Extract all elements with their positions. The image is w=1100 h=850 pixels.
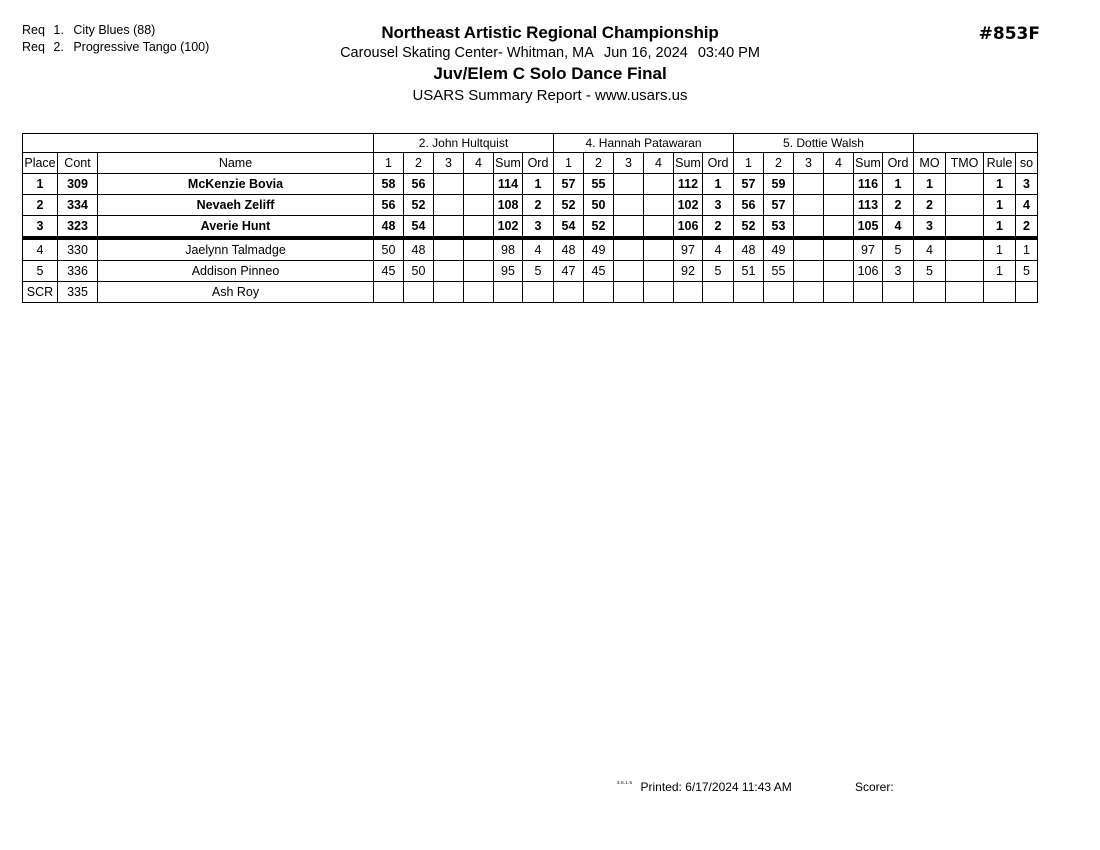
cell-mo: 1 <box>914 174 946 195</box>
cell-j2-sum: 106 <box>674 216 703 239</box>
cell-j1-score-3 <box>434 216 464 239</box>
header-j3-score-4: 4 <box>824 153 854 174</box>
cell-j3-score-1 <box>734 282 764 303</box>
build-version-label: 3.6.1.6 <box>617 780 633 785</box>
cell-j1-sum: 114 <box>494 174 523 195</box>
cell-j2-score-4 <box>644 195 674 216</box>
cell-j1-score-1 <box>374 282 404 303</box>
cell-j3-score-1: 52 <box>734 216 764 239</box>
cell-j1-sum: 108 <box>494 195 523 216</box>
table-row <box>23 238 1038 261</box>
cell-j1-sum <box>494 282 523 303</box>
cell-j3-score-3 <box>794 195 824 216</box>
cell-j1-score-4 <box>464 195 494 216</box>
cell-place: 5 <box>23 261 58 282</box>
cell-j3-score-1: 48 <box>734 238 764 261</box>
cell-tmo <box>946 174 984 195</box>
event-number-badge: #853F <box>978 24 1040 44</box>
judge-header-row <box>23 134 1038 153</box>
cell-j1-ord <box>523 282 554 303</box>
cell-so: 3 <box>1016 174 1038 195</box>
cell-cont: 335 <box>58 282 98 303</box>
cell-j2-score-2: 45 <box>584 261 614 282</box>
cell-j1-sum: 98 <box>494 238 523 261</box>
cell-j2-score-3 <box>614 282 644 303</box>
requirement-number: 1. <box>53 23 64 37</box>
cell-j3-score-4 <box>824 282 854 303</box>
cell-j3-score-2: 55 <box>764 261 794 282</box>
cell-mo: 5 <box>914 261 946 282</box>
cell-j2-score-3 <box>614 238 644 261</box>
cell-j2-score-3 <box>614 174 644 195</box>
cell-j3-ord: 2 <box>883 195 914 216</box>
cell-j2-score-4 <box>644 282 674 303</box>
cell-j3-sum: 113 <box>854 195 883 216</box>
cell-j3-score-1: 57 <box>734 174 764 195</box>
requirement-name: City Blues (88) <box>73 23 156 37</box>
cell-name: Addison Pinneo <box>98 261 374 282</box>
cell-name: McKenzie Bovia <box>98 174 374 195</box>
cell-cont: 336 <box>58 261 98 282</box>
header-j3-score-3: 3 <box>794 153 824 174</box>
header-j2-score-4: 4 <box>644 153 674 174</box>
cell-place: SCR <box>23 282 58 303</box>
cell-j1-ord: 2 <box>523 195 554 216</box>
cell-rule: 1 <box>984 195 1016 216</box>
cell-j2-score-3 <box>614 261 644 282</box>
cell-j3-score-4 <box>824 195 854 216</box>
cell-j1-score-3 <box>434 282 464 303</box>
footer-print-info <box>617 780 792 794</box>
requirement-label: Req <box>22 23 45 37</box>
cell-place: 2 <box>23 195 58 216</box>
judge-name-2: 4. Hannah Patawaran <box>554 134 734 153</box>
table-row <box>23 261 1038 282</box>
cell-j1-score-2: 56 <box>404 174 434 195</box>
cell-cont: 334 <box>58 195 98 216</box>
header-cont: Cont <box>58 153 98 174</box>
cell-j2-score-4 <box>644 216 674 239</box>
cell-j2-sum: 92 <box>674 261 703 282</box>
cell-j3-ord: 4 <box>883 216 914 239</box>
cell-j3-ord: 3 <box>883 261 914 282</box>
cell-j1-score-4 <box>464 261 494 282</box>
cell-j2-sum: 112 <box>674 174 703 195</box>
judge-name-3: 5. Dottie Walsh <box>734 134 914 153</box>
table-row <box>23 282 1038 303</box>
cell-j1-score-4 <box>464 174 494 195</box>
cell-j2-ord <box>703 282 734 303</box>
cell-tmo <box>946 261 984 282</box>
cell-j3-score-3 <box>794 238 824 261</box>
event-date: Jun 16, 2024 <box>603 45 688 61</box>
cell-j1-score-2: 52 <box>404 195 434 216</box>
venue-line <box>0 43 1100 63</box>
cell-j1-score-3 <box>434 238 464 261</box>
cell-j3-score-1: 51 <box>734 261 764 282</box>
cell-j3-ord: 5 <box>883 238 914 261</box>
cell-j3-score-2: 59 <box>764 174 794 195</box>
cell-mo: 4 <box>914 238 946 261</box>
page-title: Northeast Artistic Regional Championship <box>381 23 719 42</box>
cell-j2-ord: 3 <box>703 195 734 216</box>
cell-j3-score-4 <box>824 261 854 282</box>
cell-j1-score-3 <box>434 195 464 216</box>
cell-j3-sum: 116 <box>854 174 883 195</box>
header-j3-sum: Sum <box>854 153 883 174</box>
cell-j1-ord: 1 <box>523 174 554 195</box>
cell-name: Averie Hunt <box>98 216 374 239</box>
cell-name: Ash Roy <box>98 282 374 303</box>
cell-j1-sum: 102 <box>494 216 523 239</box>
cell-place: 3 <box>23 216 58 239</box>
cell-j2-score-3 <box>614 195 644 216</box>
header-mo: MO <box>914 153 946 174</box>
cell-j1-score-1: 58 <box>374 174 404 195</box>
cell-mo: 2 <box>914 195 946 216</box>
results-table <box>22 133 1038 303</box>
judge-row-trailing-spacer <box>914 134 1038 153</box>
cell-cont: 323 <box>58 216 98 239</box>
cell-cont: 330 <box>58 238 98 261</box>
header-tmo: TMO <box>946 153 984 174</box>
column-header-row <box>23 153 1038 174</box>
cell-j1-score-3 <box>434 174 464 195</box>
cell-j2-score-2: 55 <box>584 174 614 195</box>
cell-so: 2 <box>1016 216 1038 239</box>
cell-j2-score-3 <box>614 216 644 239</box>
cell-j1-score-1: 56 <box>374 195 404 216</box>
cell-place: 4 <box>23 238 58 261</box>
cell-j3-score-2 <box>764 282 794 303</box>
cell-j3-score-2: 49 <box>764 238 794 261</box>
header-j1-sum: Sum <box>494 153 523 174</box>
cell-j3-sum: 105 <box>854 216 883 239</box>
header-j1-ord: Ord <box>523 153 554 174</box>
cell-j3-sum <box>854 282 883 303</box>
header-j2-score-2: 2 <box>584 153 614 174</box>
cell-j1-score-2 <box>404 282 434 303</box>
cell-name: Nevaeh Zeliff <box>98 195 374 216</box>
cell-j3-ord <box>883 282 914 303</box>
cell-j2-ord: 5 <box>703 261 734 282</box>
header-j1-score-1: 1 <box>374 153 404 174</box>
cell-j2-ord: 1 <box>703 174 734 195</box>
cell-j3-score-2: 53 <box>764 216 794 239</box>
cell-so: 1 <box>1016 238 1038 261</box>
scorer-label: Scorer: <box>855 780 894 794</box>
cell-so <box>1016 282 1038 303</box>
cell-name: Jaelynn Talmadge <box>98 238 374 261</box>
header-j2-sum: Sum <box>674 153 703 174</box>
cell-j2-score-2: 50 <box>584 195 614 216</box>
table-row <box>23 174 1038 195</box>
cell-j2-score-1: 54 <box>554 216 584 239</box>
judge-name-1: 2. John Hultquist <box>374 134 554 153</box>
cell-j1-score-2: 48 <box>404 238 434 261</box>
cell-j3-score-2: 57 <box>764 195 794 216</box>
cell-j1-score-4 <box>464 238 494 261</box>
cell-j1-ord: 4 <box>523 238 554 261</box>
event-time: 03:40 PM <box>697 45 760 61</box>
cell-so: 4 <box>1016 195 1038 216</box>
table-row <box>23 195 1038 216</box>
cell-j2-score-1: 47 <box>554 261 584 282</box>
cell-j2-score-4 <box>644 238 674 261</box>
cell-j2-ord: 2 <box>703 216 734 239</box>
cell-j2-score-4 <box>644 261 674 282</box>
cell-rule <box>984 282 1016 303</box>
header-j1-score-3: 3 <box>434 153 464 174</box>
venue-name: Carousel Skating Center- Whitman, MA <box>340 45 594 61</box>
title-block <box>0 22 1100 106</box>
cell-j2-sum: 102 <box>674 195 703 216</box>
printed-timestamp: Printed: 6/17/2024 11:43 AM <box>640 780 792 794</box>
cell-mo <box>914 282 946 303</box>
cell-j2-score-2 <box>584 282 614 303</box>
cell-j3-score-1: 56 <box>734 195 764 216</box>
cell-j1-score-1: 48 <box>374 216 404 239</box>
cell-cont: 309 <box>58 174 98 195</box>
cell-j1-score-2: 50 <box>404 261 434 282</box>
cell-rule: 1 <box>984 174 1016 195</box>
results-table-container <box>22 133 1038 303</box>
cell-j1-score-4 <box>464 282 494 303</box>
cell-j2-score-4 <box>644 174 674 195</box>
cell-j3-score-4 <box>824 238 854 261</box>
cell-j2-score-1 <box>554 282 584 303</box>
cell-j3-score-4 <box>824 174 854 195</box>
cell-j3-score-3 <box>794 261 824 282</box>
cell-tmo <box>946 282 984 303</box>
report-subtitle: USARS Summary Report - www.usars.us <box>412 87 688 104</box>
cell-rule: 1 <box>984 216 1016 239</box>
header-place: Place <box>23 153 58 174</box>
header-j2-score-3: 3 <box>614 153 644 174</box>
cell-rule: 1 <box>984 238 1016 261</box>
header-j2-score-1: 1 <box>554 153 584 174</box>
cell-j2-score-1: 52 <box>554 195 584 216</box>
header-j1-score-2: 2 <box>404 153 434 174</box>
cell-j2-score-1: 57 <box>554 174 584 195</box>
header-name: Name <box>98 153 374 174</box>
cell-tmo <box>946 216 984 239</box>
requirement-name: Progressive Tango (100) <box>73 40 210 54</box>
header-so: so <box>1016 153 1038 174</box>
cell-j3-ord: 1 <box>883 174 914 195</box>
cell-j2-score-2: 49 <box>584 238 614 261</box>
header-j3-score-2: 2 <box>764 153 794 174</box>
cell-j3-sum: 97 <box>854 238 883 261</box>
cell-mo: 3 <box>914 216 946 239</box>
header-rule: Rule <box>984 153 1016 174</box>
cell-j3-score-3 <box>794 174 824 195</box>
cell-so: 5 <box>1016 261 1038 282</box>
cell-j1-ord: 3 <box>523 216 554 239</box>
cell-j1-score-1: 45 <box>374 261 404 282</box>
cell-j1-sum: 95 <box>494 261 523 282</box>
cell-j3-sum: 106 <box>854 261 883 282</box>
cell-tmo <box>946 195 984 216</box>
judge-row-spacer <box>23 134 374 153</box>
header-j3-score-1: 1 <box>734 153 764 174</box>
cell-j2-sum <box>674 282 703 303</box>
header-j1-score-4: 4 <box>464 153 494 174</box>
cell-j3-score-4 <box>824 216 854 239</box>
requirement-label: Req <box>22 40 45 54</box>
header-j2-ord: Ord <box>703 153 734 174</box>
event-class-title: Juv/Elem C Solo Dance Final <box>433 64 667 83</box>
cell-tmo <box>946 238 984 261</box>
cell-j2-score-1: 48 <box>554 238 584 261</box>
cell-j1-score-2: 54 <box>404 216 434 239</box>
requirement-number: 2. <box>53 40 64 54</box>
cell-j3-score-3 <box>794 282 824 303</box>
cell-j1-ord: 5 <box>523 261 554 282</box>
cell-j2-score-2: 52 <box>584 216 614 239</box>
cell-j2-ord: 4 <box>703 238 734 261</box>
cell-j1-score-1: 50 <box>374 238 404 261</box>
cell-j1-score-3 <box>434 261 464 282</box>
cell-j1-score-4 <box>464 216 494 239</box>
cell-j3-score-3 <box>794 216 824 239</box>
header-j3-ord: Ord <box>883 153 914 174</box>
cell-place: 1 <box>23 174 58 195</box>
cell-j2-sum: 97 <box>674 238 703 261</box>
cell-rule: 1 <box>984 261 1016 282</box>
table-row <box>23 216 1038 239</box>
